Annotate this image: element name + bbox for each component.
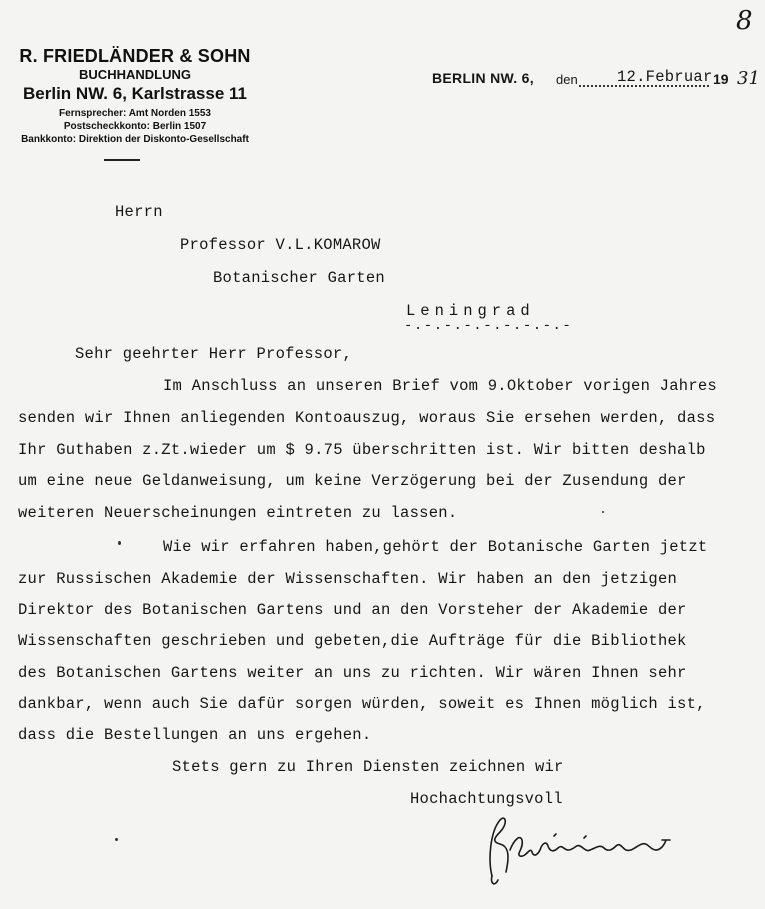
scan-speck	[602, 511, 604, 513]
signature-text	[0, 0, 1, 1]
body-line: dankbar, wenn auch Sie dafür sorgen würden, soweit es Ihnen möglich ist,	[18, 695, 706, 713]
body-line: senden wir Ihnen anliegenden Kontoauszug, woraus Sie ersehen werden, dass	[18, 409, 716, 427]
scan-speck	[115, 838, 118, 841]
recipient-city-underline: -.-.-.-.-.-.-.-.-	[404, 318, 573, 334]
dateline-place: BERLIN NW. 6,	[432, 70, 534, 86]
dateline-year-suffix: 31	[737, 68, 760, 89]
scan-speck	[118, 541, 121, 545]
body-line: Direktor des Botanischen Gartens und an den Vorsteher der Akademie der	[18, 601, 687, 619]
greeting: Sehr geehrter Herr Professor,	[75, 345, 352, 363]
body-line: um eine neue Geldanweisung, um keine Verzögerung bei der Zusendung der	[18, 472, 687, 490]
dateline-year-prefix: 19	[713, 71, 729, 87]
body-line: weiteren Neuerscheinungen eintreten zu lassen.	[18, 504, 458, 522]
valediction: Hochachtungsvoll	[410, 790, 563, 808]
body-line: des Botanischen Gartens weiter an uns zu richten. Wir wären Ihnen sehr	[18, 664, 687, 682]
dateline-date: 12.Februar	[617, 68, 713, 86]
recipient-city: Leningrad	[406, 302, 535, 320]
company-phone: Fernsprecher: Amt Norden 1553	[59, 108, 211, 119]
dateline-den: den	[556, 72, 578, 87]
company-address: Berlin NW. 6, Karlstrasse 11	[23, 84, 247, 103]
recipient-salutation-line: Herrn	[115, 203, 163, 221]
company-name: R. FRIEDLÄNDER & SOHN	[19, 46, 251, 66]
business-type: BUCHHANDLUNG	[79, 67, 191, 82]
postal-account: Postscheckkonto: Berlin 1507	[63, 121, 207, 132]
page-number: 8	[736, 6, 753, 36]
body-line: Wissenschaften geschrieben und gebeten,die Aufträge für die Bibliothek	[18, 632, 687, 650]
body-line: Im Anschluss an unseren Brief vom 9.Oktober vorigen Jahres	[163, 377, 717, 395]
bank-account: Bankkonto: Direktion der Diskonto-Gesellschaft	[21, 134, 249, 145]
letterhead-rule	[104, 159, 140, 161]
body-line: Wie wir erfahren haben,gehört der Botanische Garten jetzt	[163, 538, 708, 556]
body-line: zur Russischen Akademie der Wissenschaften. Wir haben an den jetzigen	[18, 570, 678, 588]
recipient-institution: Botanischer Garten	[213, 269, 385, 287]
closing-line: Stets gern zu Ihren Diensten zeichnen wir	[172, 758, 564, 776]
handwritten-signature	[470, 810, 680, 890]
recipient-name: Professor V.L.KOMAROW	[180, 236, 381, 254]
body-line: dass die Bestellungen an uns ergehen.	[18, 726, 372, 744]
body-line: Ihr Guthaben z.Zt.wieder um $ 9.75 überschritten ist. Wir bitten deshalb	[18, 441, 706, 459]
